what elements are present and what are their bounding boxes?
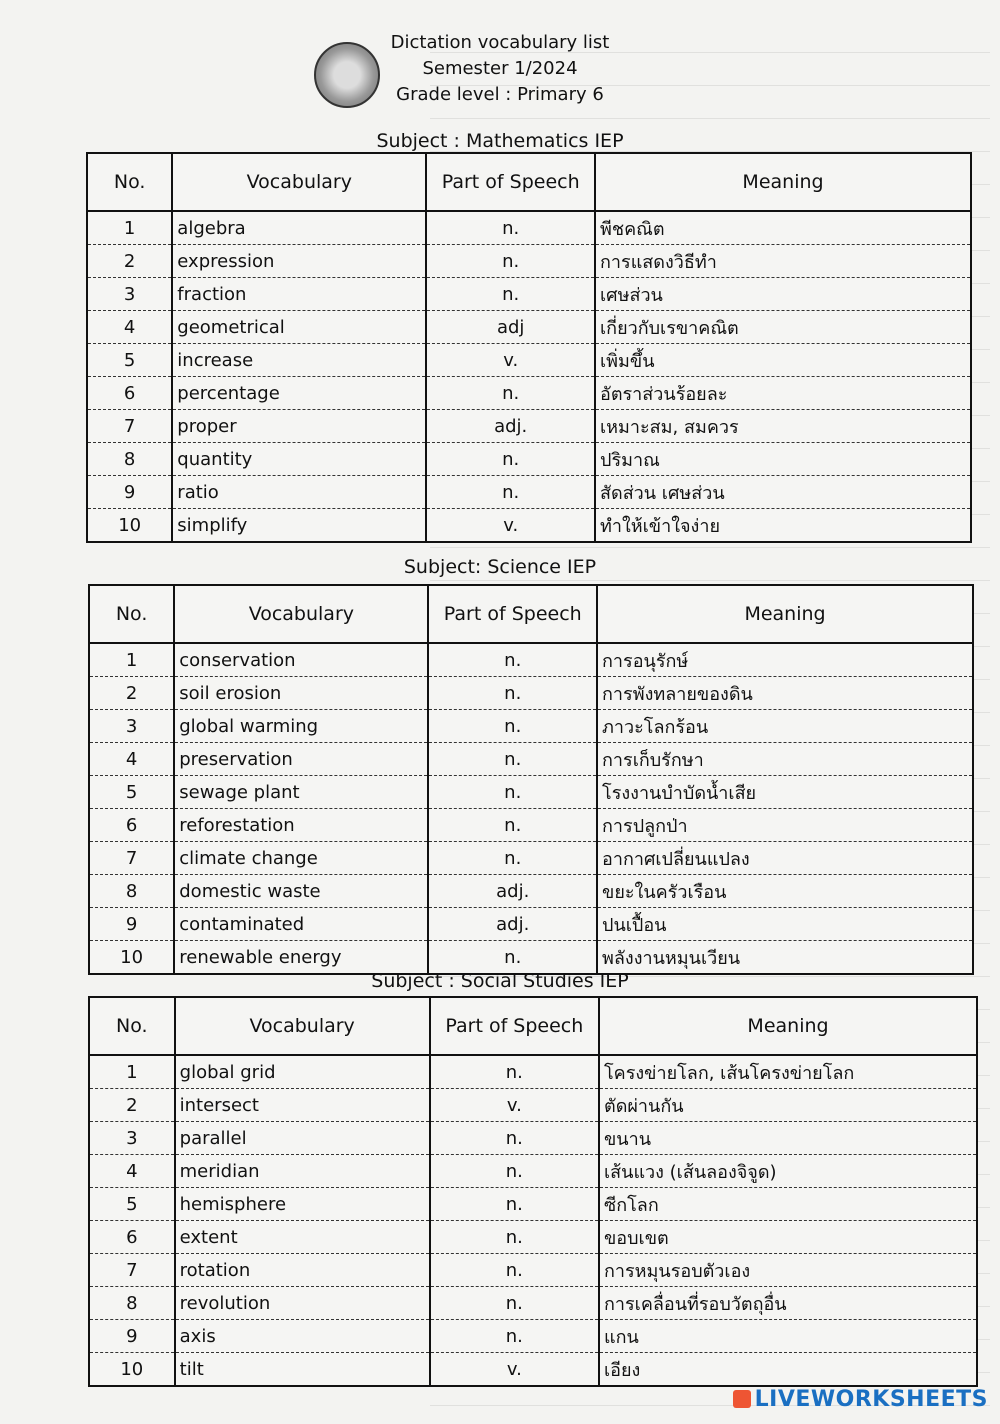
meaning-thai: เศษส่วน xyxy=(595,278,971,311)
meaning-thai: การแสดงวิธีทำ xyxy=(595,245,971,278)
row-number: 7 xyxy=(89,842,174,875)
vocabulary-word: geometrical xyxy=(172,311,426,344)
vocabulary-word: increase xyxy=(172,344,426,377)
vocabulary-word: quantity xyxy=(172,443,426,476)
part-of-speech: n. xyxy=(428,710,597,743)
table-row xyxy=(89,743,973,776)
part-of-speech: n. xyxy=(430,1221,599,1254)
meaning-thai: ขนาน xyxy=(599,1122,977,1155)
liveworksheets-watermark xyxy=(733,1387,988,1412)
col-vocabulary: Vocabulary xyxy=(172,153,426,211)
part-of-speech: v. xyxy=(430,1089,599,1122)
vocabulary-word: conservation xyxy=(174,643,428,677)
part-of-speech: adj. xyxy=(426,410,595,443)
table-row xyxy=(87,344,971,377)
part-of-speech: n. xyxy=(426,476,595,509)
meaning-thai: เพิ่มขึ้น xyxy=(595,344,971,377)
col-meaning: Meaning xyxy=(597,585,973,643)
part-of-speech: n. xyxy=(428,941,597,975)
vocabulary-word: hemisphere xyxy=(175,1188,430,1221)
part-of-speech: n. xyxy=(428,743,597,776)
part-of-speech: n. xyxy=(428,842,597,875)
part-of-speech: adj. xyxy=(428,908,597,941)
meaning-thai: แกน xyxy=(599,1320,977,1353)
row-number: 10 xyxy=(87,509,172,543)
row-number: 9 xyxy=(89,908,174,941)
part-of-speech: n. xyxy=(430,1287,599,1320)
part-of-speech: n. xyxy=(430,1122,599,1155)
col-meaning: Meaning xyxy=(599,997,977,1055)
vocabulary-word: algebra xyxy=(172,211,426,245)
table-row xyxy=(89,908,973,941)
table-row xyxy=(87,311,971,344)
table-row xyxy=(89,643,973,677)
vocabulary-word: preservation xyxy=(174,743,428,776)
row-number: 3 xyxy=(89,710,174,743)
meaning-thai: เหมาะสม, สมควร xyxy=(595,410,971,443)
table-row xyxy=(87,410,971,443)
part-of-speech: n. xyxy=(426,443,595,476)
vocabulary-word: parallel xyxy=(175,1122,430,1155)
table-row xyxy=(89,710,973,743)
science-vocabulary-table xyxy=(88,584,974,975)
meaning-thai: สัดส่วน เศษส่วน xyxy=(595,476,971,509)
part-of-speech: n. xyxy=(428,643,597,677)
table-row xyxy=(89,1353,977,1387)
meaning-thai: ตัดผ่านกัน xyxy=(599,1089,977,1122)
row-number: 5 xyxy=(89,776,174,809)
meaning-thai: การอนุรักษ์ xyxy=(597,643,973,677)
row-number: 6 xyxy=(89,809,174,842)
row-number: 2 xyxy=(89,1089,175,1122)
part-of-speech: n. xyxy=(426,278,595,311)
vocabulary-word: soil erosion xyxy=(174,677,428,710)
meaning-thai: การพังทลายของดิน xyxy=(597,677,973,710)
col-no: No. xyxy=(89,997,175,1055)
table-row xyxy=(89,941,973,975)
watermark-text: LIVEWORKSHEETS xyxy=(754,1387,988,1412)
vocabulary-word: global grid xyxy=(175,1055,430,1089)
part-of-speech: adj. xyxy=(428,875,597,908)
row-number: 9 xyxy=(87,476,172,509)
vocabulary-word: extent xyxy=(175,1221,430,1254)
meaning-thai: ซีกโลก xyxy=(599,1188,977,1221)
subject-heading-science: Subject: Science IEP xyxy=(403,556,597,578)
meaning-thai: ภาวะโลกร้อน xyxy=(597,710,973,743)
row-number: 1 xyxy=(89,643,174,677)
part-of-speech: n. xyxy=(430,1320,599,1353)
row-number: 1 xyxy=(87,211,172,245)
table-row xyxy=(89,776,973,809)
meaning-thai: โรงงานบำบัดน้ำเสีย xyxy=(597,776,973,809)
row-number: 7 xyxy=(89,1254,175,1287)
table-row xyxy=(89,1055,977,1089)
vocabulary-word: percentage xyxy=(172,377,426,410)
table-row xyxy=(87,245,971,278)
meaning-thai: การเคลื่อนที่รอบวัตถุอื่น xyxy=(599,1287,977,1320)
vocabulary-word: rotation xyxy=(175,1254,430,1287)
meaning-thai: เกี่ยวกับเรขาคณิต xyxy=(595,311,971,344)
vocabulary-word: contaminated xyxy=(174,908,428,941)
vocabulary-word: proper xyxy=(172,410,426,443)
vocabulary-word: axis xyxy=(175,1320,430,1353)
meaning-thai: ทำให้เข้าใจง่าย xyxy=(595,509,971,543)
meaning-thai: การปลูกป่า xyxy=(597,809,973,842)
social-studies-vocabulary-table xyxy=(88,996,978,1387)
col-part-of-speech: Part of Speech xyxy=(428,585,597,643)
table-row xyxy=(89,809,973,842)
part-of-speech: n. xyxy=(426,245,595,278)
meaning-thai: เอียง xyxy=(599,1353,977,1387)
table-row xyxy=(87,476,971,509)
row-number: 2 xyxy=(87,245,172,278)
vocabulary-word: ratio xyxy=(172,476,426,509)
table-row xyxy=(89,677,973,710)
col-part-of-speech: Part of Speech xyxy=(430,997,599,1055)
part-of-speech: n. xyxy=(430,1254,599,1287)
vocabulary-word: sewage plant xyxy=(174,776,428,809)
row-number: 5 xyxy=(89,1188,175,1221)
row-number: 5 xyxy=(87,344,172,377)
table-row xyxy=(89,1287,977,1320)
vocabulary-word: domestic waste xyxy=(174,875,428,908)
part-of-speech: n. xyxy=(428,776,597,809)
row-number: 8 xyxy=(87,443,172,476)
col-no: No. xyxy=(87,153,172,211)
meaning-thai: อากาศเปลี่ยนแปลง xyxy=(597,842,973,875)
vocabulary-word: intersect xyxy=(175,1089,430,1122)
table-row xyxy=(89,842,973,875)
subject-heading-math: Subject : Mathematics IEP xyxy=(376,130,624,152)
meaning-thai: การเก็บรักษา xyxy=(597,743,973,776)
grade-level-label: Grade level : Primary 6 xyxy=(396,84,604,105)
part-of-speech: n. xyxy=(430,1055,599,1089)
table-row xyxy=(89,1089,977,1122)
part-of-speech: n. xyxy=(426,211,595,245)
semester-label: Semester 1/2024 xyxy=(422,58,578,79)
vocabulary-word: fraction xyxy=(172,278,426,311)
col-part-of-speech: Part of Speech xyxy=(426,153,595,211)
table-row xyxy=(87,278,971,311)
subject-heading-social-studies: Subject : Social Studies IEP xyxy=(371,970,629,992)
col-vocabulary: Vocabulary xyxy=(174,585,428,643)
meaning-thai: โครงข่ายโลก, เส้นโครงข่ายโลก xyxy=(599,1055,977,1089)
row-number: 4 xyxy=(87,311,172,344)
vocabulary-word: revolution xyxy=(175,1287,430,1320)
row-number: 10 xyxy=(89,941,174,975)
row-number: 8 xyxy=(89,875,174,908)
math-vocabulary-table xyxy=(86,152,972,543)
table-row xyxy=(89,1155,977,1188)
meaning-thai: ปริมาณ xyxy=(595,443,971,476)
liveworksheets-logo-icon xyxy=(733,1390,751,1408)
col-meaning: Meaning xyxy=(595,153,971,211)
vocabulary-word: expression xyxy=(172,245,426,278)
row-number: 7 xyxy=(87,410,172,443)
row-number: 2 xyxy=(89,677,174,710)
part-of-speech: v. xyxy=(430,1353,599,1387)
row-number: 3 xyxy=(89,1122,175,1155)
vocabulary-word: climate change xyxy=(174,842,428,875)
table-row xyxy=(89,1320,977,1353)
part-of-speech: v. xyxy=(426,344,595,377)
document-title: Dictation vocabulary list xyxy=(390,32,610,53)
table-row xyxy=(87,377,971,410)
vocabulary-word: reforestation xyxy=(174,809,428,842)
part-of-speech: n. xyxy=(426,377,595,410)
table-row xyxy=(89,1188,977,1221)
table-row xyxy=(89,1122,977,1155)
document-header xyxy=(0,30,1000,108)
table-row xyxy=(89,1221,977,1254)
meaning-thai: ขยะในครัวเรือน xyxy=(597,875,973,908)
part-of-speech: n. xyxy=(430,1155,599,1188)
row-number: 4 xyxy=(89,743,174,776)
part-of-speech: n. xyxy=(430,1188,599,1221)
row-number: 6 xyxy=(89,1221,175,1254)
vocabulary-word: simplify xyxy=(172,509,426,543)
row-number: 3 xyxy=(87,278,172,311)
row-number: 6 xyxy=(87,377,172,410)
meaning-thai: พลังงานหมุนเวียน xyxy=(597,941,973,975)
part-of-speech: n. xyxy=(428,677,597,710)
col-vocabulary: Vocabulary xyxy=(175,997,430,1055)
row-number: 9 xyxy=(89,1320,175,1353)
row-number: 4 xyxy=(89,1155,175,1188)
table-row xyxy=(89,1254,977,1287)
row-number: 10 xyxy=(89,1353,175,1387)
table-row xyxy=(87,509,971,543)
vocabulary-word: meridian xyxy=(175,1155,430,1188)
meaning-thai: การหมุนรอบตัวเอง xyxy=(599,1254,977,1287)
meaning-thai: พีชคณิต xyxy=(595,211,971,245)
meaning-thai: เส้นแวง (เส้นลองจิจูด) xyxy=(599,1155,977,1188)
part-of-speech: v. xyxy=(426,509,595,543)
table-row xyxy=(89,875,973,908)
table-row xyxy=(87,211,971,245)
part-of-speech: adj xyxy=(426,311,595,344)
row-number: 8 xyxy=(89,1287,175,1320)
meaning-thai: ขอบเขต xyxy=(599,1221,977,1254)
col-no: No. xyxy=(89,585,174,643)
meaning-thai: ปนเปื้อน xyxy=(597,908,973,941)
vocabulary-word: tilt xyxy=(175,1353,430,1387)
vocabulary-word: global warming xyxy=(174,710,428,743)
part-of-speech: n. xyxy=(428,809,597,842)
row-number: 1 xyxy=(89,1055,175,1089)
meaning-thai: อัตราส่วนร้อยละ xyxy=(595,377,971,410)
table-row xyxy=(87,443,971,476)
vocabulary-word: renewable energy xyxy=(174,941,428,975)
